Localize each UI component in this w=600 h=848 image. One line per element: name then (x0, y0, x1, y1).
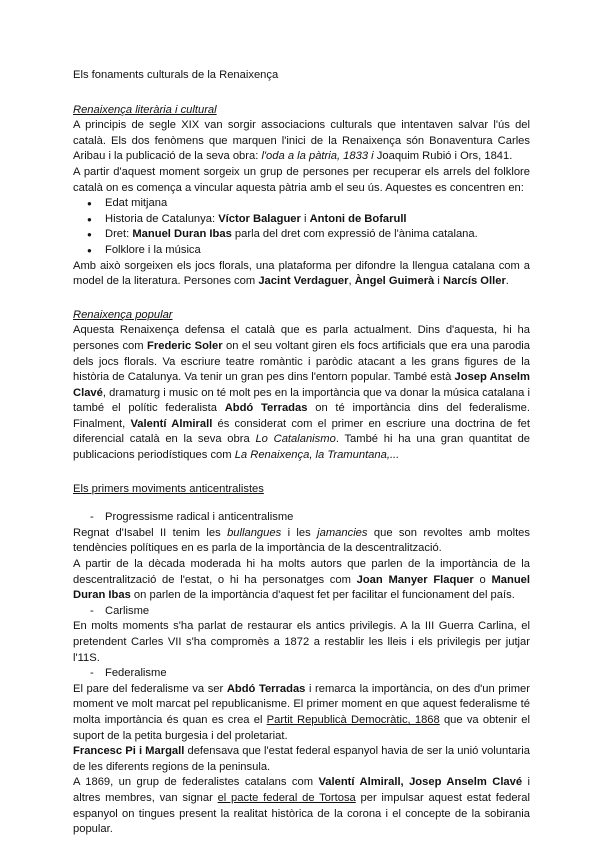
dash-item: - Carlisme (73, 604, 530, 620)
section-heading-anticentralistes: Els primers moviments anticentralistes (73, 482, 264, 495)
paragraph: Amb això sorgeixen els jocs florals, una plataforma per difondre la llengua catalana com a model de la literatura. Persones com Jacint Verdaguer, Àngel Guimerà i Narcís Oller. (73, 259, 530, 288)
paragraph: A partir de la dècada moderada hi ha molts autors que parlen de la importància de la descentralització de l'estat, o hi ha personatges com Joan Manyer Flaquer o Manuel Duran Ibas on parlen de la importància d'aquest fet per facilitar el funcionament del país. (73, 558, 530, 602)
list-item: ● Dret: Manuel Duran Ibas parla del dret com expressió de l'ànima catalana. (73, 227, 530, 243)
paragraph: Aquesta Renaixença defensa el català que es parla actualment. Dins d'aquesta, hi ha persones com Frederic Soler on el seu voltant giren els focs artificials que era una parodia dels jocs florals. Va escriure teatre romàntic i paròdic atacant a les grans figures de la història de Catalunya. Va tenir un gran pes dins l'entorn popular. També està Josep Anselm Clavé, dramaturg i music on té molt pes en la importància que va donar la música catalana i també el polític federalista Abdó Terradas on té importància dins del federalisme. Finalment, Valentí Almirall és considerat com el primer en escriure una doctrina de fet diferencial català en la seva obra Lo Catalanismo. També hi ha una gran quantitat de publicacions periodístiques com La Renaixença, la Tramuntana,... (73, 324, 531, 462)
document-page (73, 64, 530, 838)
paragraph: A 1869, un grup de federalistes catalans com Valentí Almirall, Josep Anselm Clavé i altres membres, van signar el pacte federal de Tortosa per impulsar aquest estat federal espanyol on tingues present la realitat històrica de la corona i el concepte de la sobirania popular. (73, 776, 530, 836)
paragraph: Francesc Pi i Margall defensava que l'estat federal espanyol havia de ser la unió voluntaria de les diferents regions de la peninsula. (73, 745, 530, 773)
dash-item: - Federalisme (73, 666, 530, 682)
paragraph: A principis de segle XIX van sorgir associacions culturals que intentaven salvar l'ús del català. Els dos fenòmens que marquen l'inici de la Renaixença són Bonaventura Carles Aribau i la publicació de la seva obra: l'oda a la pàtria, 1833 i Joaquim Rubió i Ors, 1841. (73, 119, 530, 163)
paragraph: En molts moments s'ha parlat de restaurar els antics privilegis. A la III Guerra Carlina, el pretendent Carles VII s'ha compromès a 1872 a restablir les lleis i els privilegis per jutjar l'11S. (73, 620, 530, 664)
paragraph: El pare del federalisme va ser Abdó Terradas i remarca la importància, on des d'un primer moment ve molt marcat pel republicanisme. El primer moment en que aquest federalisme té molta importància és quan es crea el Partit Republicà Democràtic, 1868 que va obtenir el suport de la petita burgesia i del proletariat. (73, 682, 530, 742)
paragraph: Regnat d'Isabel II tenim les bullangues i les jamancies que son revoltes amb moltes tendències polítiques en es parla de la importància de la descentralització. (73, 526, 530, 555)
bullet-list (73, 196, 530, 258)
list-item: ● Folklore i la música (73, 243, 530, 259)
list-item: ● Historia de Catalunya: Víctor Balaguer i Antoni de Bofarull (73, 212, 530, 228)
dash-item: - Progressisme radical i anticentralisme (73, 510, 530, 526)
list-item: ● Edat mitjana (73, 196, 530, 212)
document-title: Els fonaments culturals de la Renaixença (73, 69, 279, 81)
section-heading-popular: Renaixença popular (73, 308, 173, 321)
paragraph: A partir d'aquest moment sorgeix un grup de persones per recuperar els arrels del folklore català on es comença a vincular aquesta pàtria amb el seu ús. Aquestes es concentren en: (73, 165, 530, 194)
section-heading-literaria: Renaixença literària i cultural (73, 103, 217, 116)
